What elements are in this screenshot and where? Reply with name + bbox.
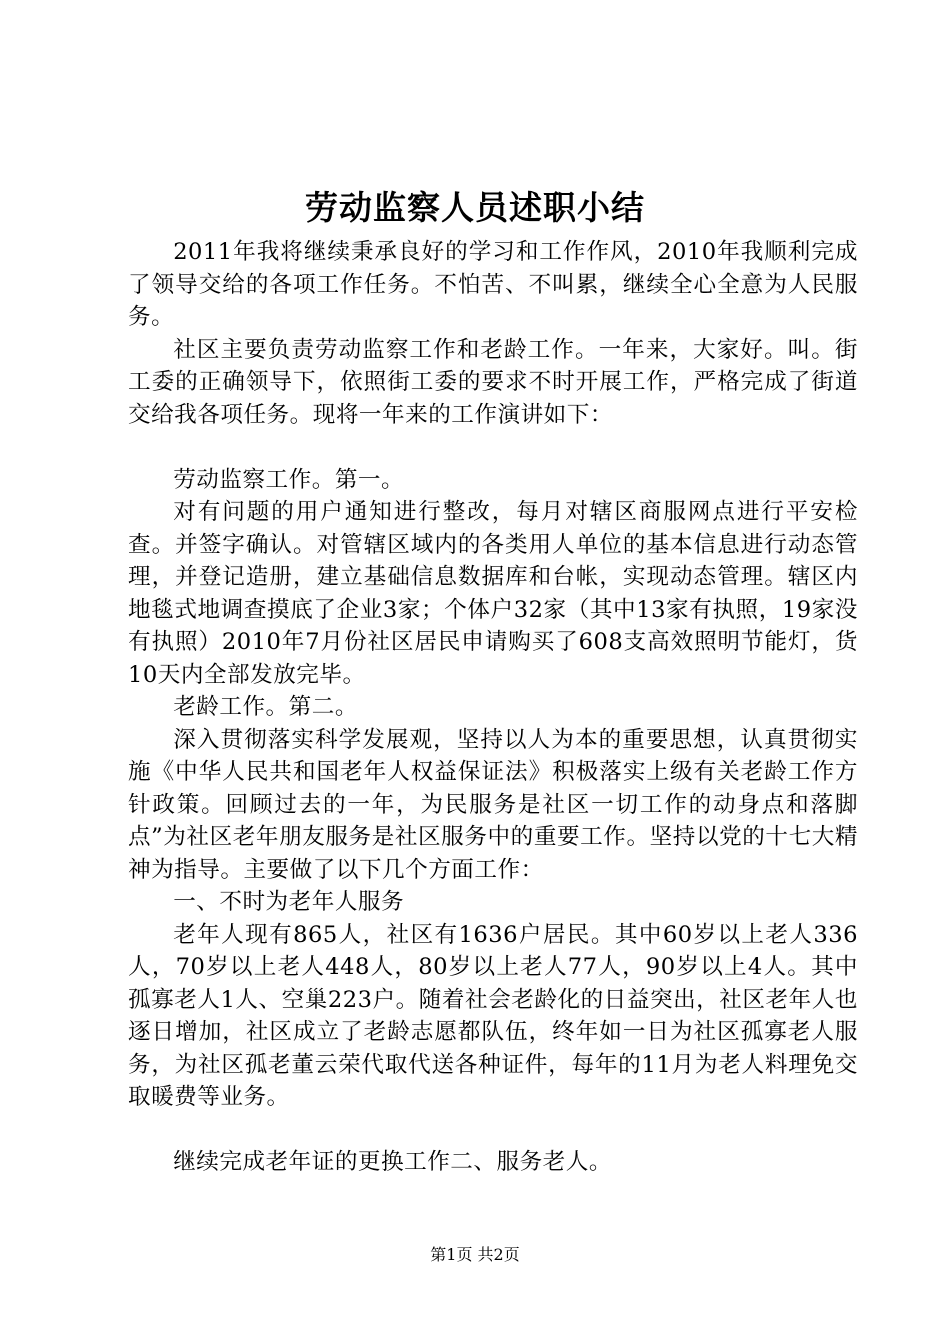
paragraph: 2011年我将继续秉承良好的学习和工作作风，2010年我顺利完成了领导交给的各项工作任务。不怕苦、不叫累，继续全心全意为人民服务。 <box>128 239 858 330</box>
document-title: 劳动监察人员述职小结 <box>305 188 645 227</box>
subsection-heading: 一、不时为老年人服务 <box>173 889 405 915</box>
paragraph: 老年人现有865人，社区有1636户居民。其中60岁以上老人336人，70岁以上老人448人，80岁以上老人77人，90岁以上4人。其中孤寡老人1人、空巢223户。随着社会老龄化的日益突出，社区老年人也逐日增加，社区成立了老龄志愿都队伍，终年如一日为社区孤寡老人服务，为社区孤老董云荣代取代送各种证件，每年的11月为老人料理免交取暖费等业务。 <box>128 921 858 1110</box>
section-heading: 老龄工作。第二。 <box>173 694 358 720</box>
section-heading: 劳动监察工作。第一。 <box>173 466 405 493</box>
paragraph: 对有问题的用户通知进行整改，每月对辖区商服网点进行平安检查。并签字确认。对管辖区域内的各类用人单位的基本信息进行动态管理，并登记造册，建立基础信息数据库和台帐，实现动态管理。辖区内地毯式地调查摸底了企业3家；个体户32家（其中13家有执照，19家没有执照）2010年7月份社区居民申请购买了608支高效照明节能灯，货10天内全部发放完毕。 <box>128 499 858 688</box>
document-body <box>128 236 858 1179</box>
paragraph: 社区主要负责劳动监察工作和老龄工作。一年来，大家好。叫。街工委的正确领导下，依照街工委的要求不时开展工作，严格完成了街道交给我各项任务。现将一年来的工作演讲如下： <box>128 336 858 428</box>
paragraph: 继续完成老年证的更换工作二、服务老人。 <box>173 1149 612 1175</box>
page-footer: 第1页 共2页 <box>430 1245 520 1264</box>
paragraph: 深入贯彻落实科学发展观，坚持以人为本的重要思想，认真贯彻实施《中华人民共和国老年人权益保证法》积极落实上级有关老龄工作方针政策。回顾过去的一年，为民服务是社区一切工作的动身点和落脚点”为社区老年朋友服务是社区服务中的重要工作。坚持以党的十七大精神为指导。主要做了以下几个方面工作： <box>128 726 858 883</box>
